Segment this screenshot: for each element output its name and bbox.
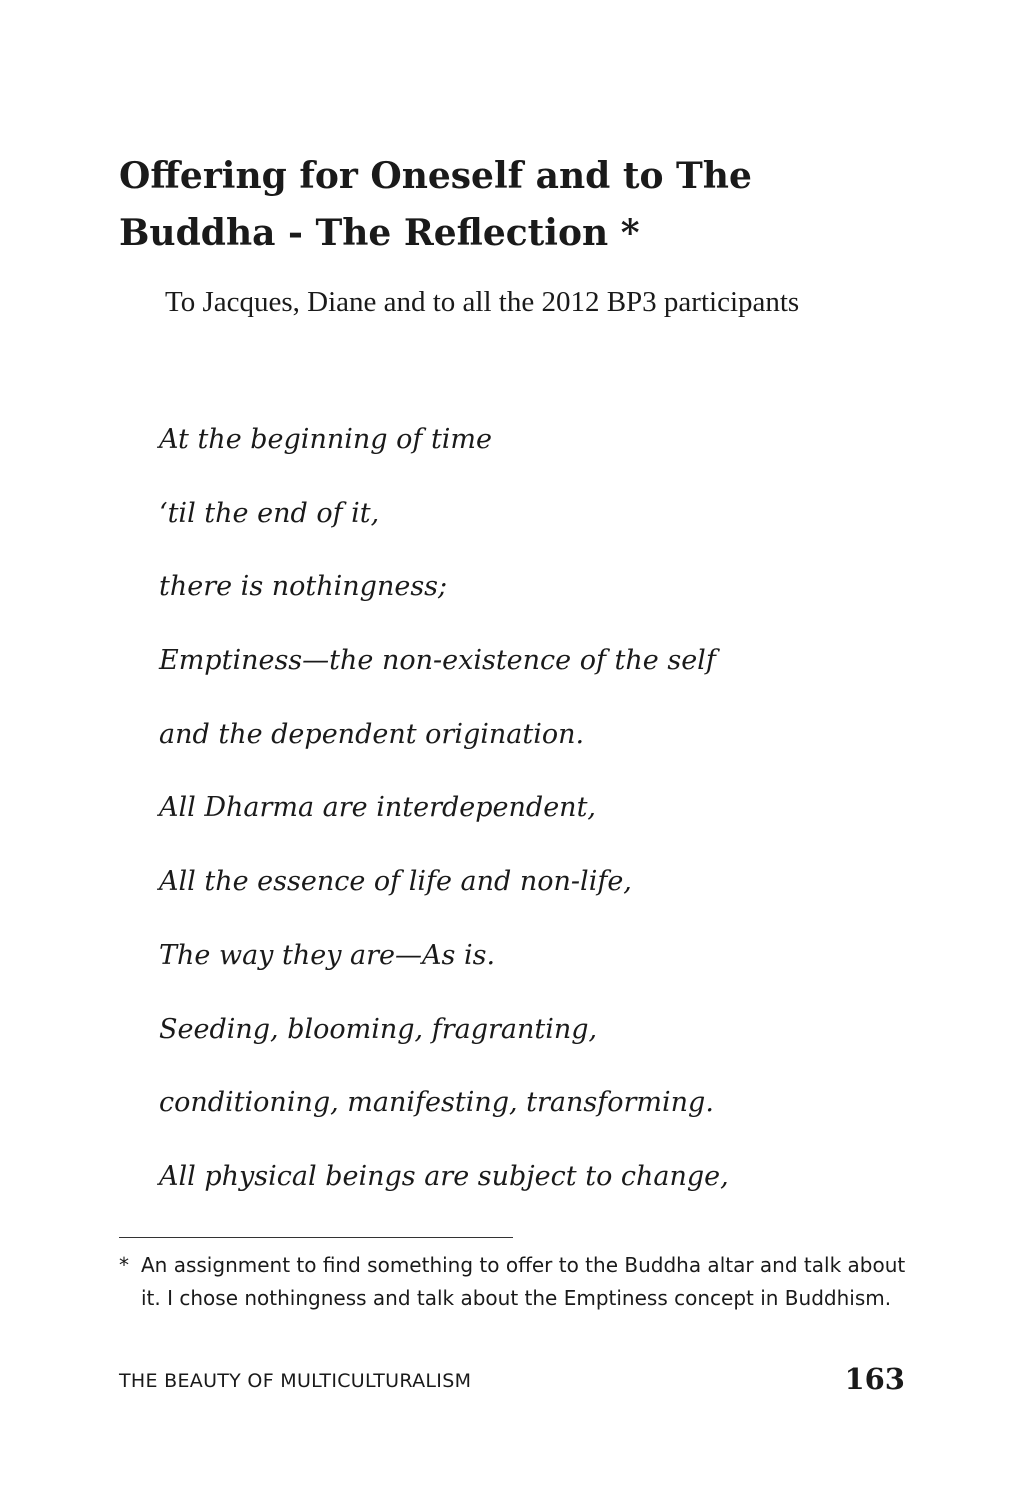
dedication: To Jacques, Diane and to all the 2012 BP3 participants <box>165 286 800 318</box>
page-number: 163 <box>844 1362 905 1396</box>
poem-line: conditioning, manifesting, transforming. <box>159 1087 714 1119</box>
poem-line: All the essence of life and non-life, <box>159 866 632 898</box>
poem-line: All Dharma are interdependent, <box>159 792 596 824</box>
poem-line: All physical beings are subject to change, <box>159 1160 729 1192</box>
page-title <box>119 148 919 262</box>
poem-line: ‘til the end of it, <box>159 497 380 529</box>
footnote-text: An assignment to find something to offer to the Buddha altar and talk about it. I chose nothingness and talk about the Emptiness concept in Buddhism. <box>141 1253 906 1310</box>
running-title: THE BEAUTY OF MULTICULTURALISM <box>119 1370 472 1392</box>
footnote-marker: * <box>119 1253 129 1277</box>
page-title-line-2: Buddha - The Reflection * <box>119 212 640 254</box>
poem-line: there is nothingness; <box>159 571 448 603</box>
poem-line: Seeding, blooming, fragranting, <box>159 1013 598 1045</box>
footnote <box>119 1249 909 1315</box>
footnote-divider <box>119 1237 513 1238</box>
poem-line: Emptiness—the non-existence of the self <box>159 645 716 677</box>
page-title-line-1: Offering for Oneself and to The <box>119 155 752 197</box>
poem <box>159 418 729 1229</box>
poem-line: and the dependent origination. <box>159 718 585 750</box>
poem-line: At the beginning of time <box>159 424 493 455</box>
poem-line: The way they are—As is. <box>159 939 496 971</box>
